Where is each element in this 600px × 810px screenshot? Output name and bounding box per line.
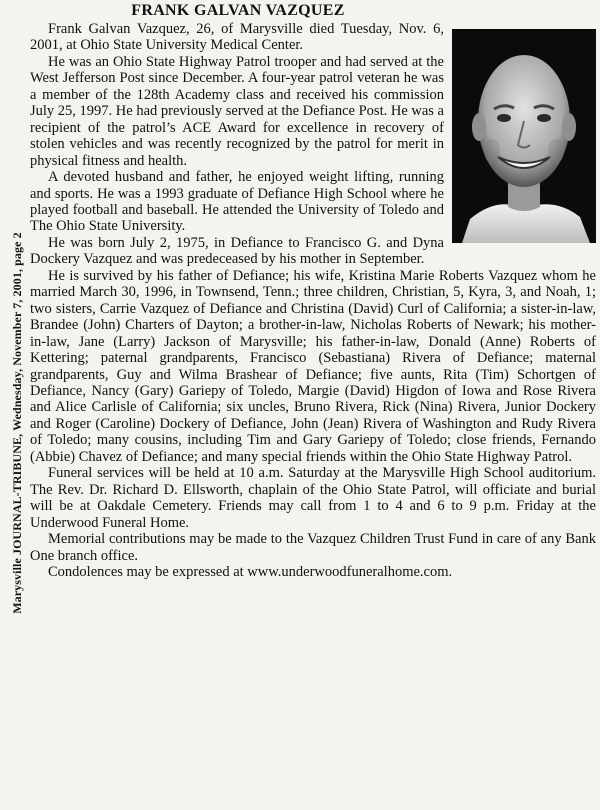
portrait-image	[452, 29, 596, 243]
paragraph-career: He was an Ohio State Highway Patrol trooper and had served at the West Jefferson Post since December. A four-year patrol veteran he was a member of the 128th Academy class and received his commission July 25, 1997. He had previously served at the Defiance Post. He was a recipient of the patrol’s ACE Award for excellence in recovery of stolen vehicles and was recently recognized by the patrol for merit in physical fitness and health.	[30, 53, 444, 169]
side-caption-text: Marysville JOURNAL-TRIBUNE, Wednesday, November 7, 2001, page 2	[9, 232, 24, 614]
portrait-photo	[452, 29, 596, 243]
paragraph-birth: He was born July 2, 1975, in Defiance to Francisco G. and Dyna Dockery Vazquez and was predeceased by his mother in September.	[30, 234, 444, 268]
paragraph-survivors: He is survived by his father of Defiance; his wife, Kristina Marie Roberts Vazquez whom he married March 30, 1996, in Townsend, Tenn.; three children, Christian, 5, Kyra, 3, and Noah, 1; two sisters, Carrie Vazquez of Defiance and Christina (David) Curl of California; a sister-in-law, Brandee (John) Charters of Dayton; a brother-in-law, Nicholas Roberts of Newark; his mother-in-law, Jane (Larry) Jackson of Marysville; his father-in-law, Donald (Anne) Roberts of Kettering; paternal grandparents, Francisco (Sebastiana) Rivera of Defiance; maternal grandparents, Guy and Wilma Brashear of Defiance; five aunts, Rita (Tim) Schortgen of Defiance, Nancy (Gary) Gariepy of Toledo, Margie (David) Higdon of Iowa and Rose Rivera and Alice Carlisle of California; six uncles, Bruno Rivera, Rick (Nina) Rivera, Junior Dockery and Roger (Caroline) Dockery of Defiance, John (Jean) Rivera of Washington and Rudy Rivera of Toledo; many cousins, including Tim and Gary Gariepy of Toledo; close friends, Fernando (Abbie) Chavez of Defiance; and many special friends within the Ohio State Highway Patrol.	[30, 267, 596, 465]
paragraph-personal: A devoted husband and father, he enjoyed weight lifting, running and sports. He was a 1993 graduate of Defiance High School where he played football and baseball. He attended the University of Toledo and The Ohio State University.	[30, 169, 444, 235]
obituary-article	[30, 2, 596, 808]
paragraph-condolences: Condolences may be expressed at www.underwoodfuneralhome.com.	[48, 563, 453, 580]
obituary-title: FRANK GALVAN VAZQUEZ	[131, 2, 345, 19]
paragraph-death-notice: Frank Galvan Vazquez, 26, of Marysville died Tuesday, Nov. 6, 2001, at Ohio State University Medical Center.	[30, 21, 444, 54]
paragraph-memorials: Memorial contributions may be made to the Vazquez Children Trust Fund in care of any Bank One branch office.	[30, 531, 596, 564]
side-caption	[4, 0, 30, 810]
paragraph-services: Funeral services will be held at 10 a.m. Saturday at the Marysville High School auditorium. The Rev. Dr. Richard D. Ellsworth, chaplain of the Ohio State Patrol, will officiate and burial will be at Oakdale Cemetery. Friends may call from 1 to 4 and 6 to 9 p.m. Friday at the Underwood Funeral Home.	[30, 465, 596, 531]
